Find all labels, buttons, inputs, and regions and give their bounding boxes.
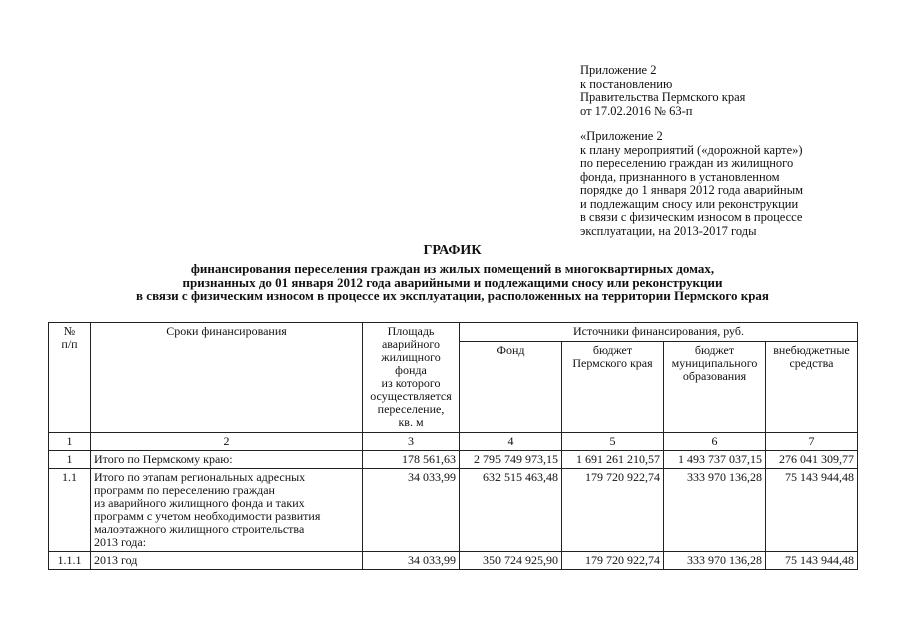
column-number: 6 xyxy=(664,433,766,451)
row-fund: 2 795 749 973,15 xyxy=(460,451,562,469)
annex-line: фонда, признанного в установленном xyxy=(580,169,780,184)
column-number: 5 xyxy=(562,433,664,451)
subtitle-line: в связи с физическим износом в процессе их эксплуатации, расположенных на территории Пермского края xyxy=(136,288,769,303)
row-regional: 1 691 261 210,57 xyxy=(562,451,664,469)
column-number: 1 xyxy=(49,433,91,451)
annex-line: в связи с физическим износом в процессе xyxy=(580,210,803,224)
column-number: 4 xyxy=(460,433,562,451)
document-subtitle xyxy=(0,262,905,303)
column-number: 2 xyxy=(91,433,363,451)
annex-line: порядке до 1 января 2012 года аварийным xyxy=(580,183,804,197)
annex-line: «Приложение 2 xyxy=(580,129,663,143)
row-term: Итого по Пермскому краю: xyxy=(91,451,363,469)
header-terms: Сроки финансирования xyxy=(91,323,363,433)
header-extra: внебюджетные средства xyxy=(766,342,858,433)
row-extra: 276 041 309,77 xyxy=(766,451,858,469)
header-fund: Фонд xyxy=(460,342,562,433)
annex-plan-reference xyxy=(580,130,880,238)
document-title: ГРАФИК xyxy=(423,243,482,258)
subtitle-line: признанных до 01 января 2012 года аварийными и подлежащими сносу или реконструкции xyxy=(182,274,723,290)
row-fund: 350 724 925,90 xyxy=(460,552,562,570)
header-row-top xyxy=(49,323,858,342)
annex-line: от 17.02.2016 № 63-п xyxy=(580,103,693,118)
annex-reference xyxy=(580,64,880,118)
table-row xyxy=(49,451,858,469)
row-extra: 75 143 944,48 xyxy=(766,552,858,570)
row-extra: 75 143 944,48 xyxy=(766,469,858,552)
row-regional: 179 720 922,74 xyxy=(562,469,664,552)
row-term: 2013 год xyxy=(91,552,363,570)
column-number: 3 xyxy=(363,433,460,451)
table-row xyxy=(49,552,858,570)
row-municipal: 1 493 737 037,15 xyxy=(664,451,766,469)
row-municipal: 333 970 136,28 xyxy=(664,552,766,570)
header-regional: бюджет Пермского края xyxy=(562,342,664,433)
table-row xyxy=(49,469,858,552)
row-term: Итого по этапам региональных адресных программ по переселению граждан из аварийного жилищного фонда и таких программ с учетом необходимости развития малоэтажного жилищного строительства 2013 года: xyxy=(91,469,363,552)
row-num: 1.1.1 xyxy=(49,552,91,570)
financing-table xyxy=(48,322,858,570)
header-sources: Источники финансирования, руб. xyxy=(460,323,858,342)
subtitle-line: финансирования переселения граждан из жилых помещений в многоквартирных домах, xyxy=(190,261,715,276)
row-municipal: 333 970 136,28 xyxy=(664,469,766,552)
column-number: 7 xyxy=(766,433,858,451)
header-municipal: бюджет муниципального образования xyxy=(664,342,766,433)
column-number-row xyxy=(49,433,858,451)
annex-line: Правительства Пермского края xyxy=(580,90,746,104)
annex-line: по переселению граждан из жилищного xyxy=(580,156,794,170)
annex-line: и подлежащим сносу или реконструкции xyxy=(580,196,799,211)
header-num: № п/п xyxy=(49,323,91,433)
row-num: 1.1 xyxy=(49,469,91,552)
row-area: 178 561,63 xyxy=(363,451,460,469)
row-num: 1 xyxy=(49,451,91,469)
row-area: 34 033,99 xyxy=(363,469,460,552)
annex-line: эксплуатации, на 2013-2017 годы xyxy=(580,223,757,238)
row-area: 34 033,99 xyxy=(363,552,460,570)
annex-line: к постановлению xyxy=(580,76,673,91)
row-fund: 632 515 463,48 xyxy=(460,469,562,552)
annex-line: к плану мероприятий («дорожной карте») xyxy=(580,142,803,157)
header-area: Площадь аварийного жилищного фонда из которого осуществляется переселение, кв. м xyxy=(363,323,460,433)
annex-line: Приложение 2 xyxy=(580,63,657,77)
row-regional: 179 720 922,74 xyxy=(562,552,664,570)
